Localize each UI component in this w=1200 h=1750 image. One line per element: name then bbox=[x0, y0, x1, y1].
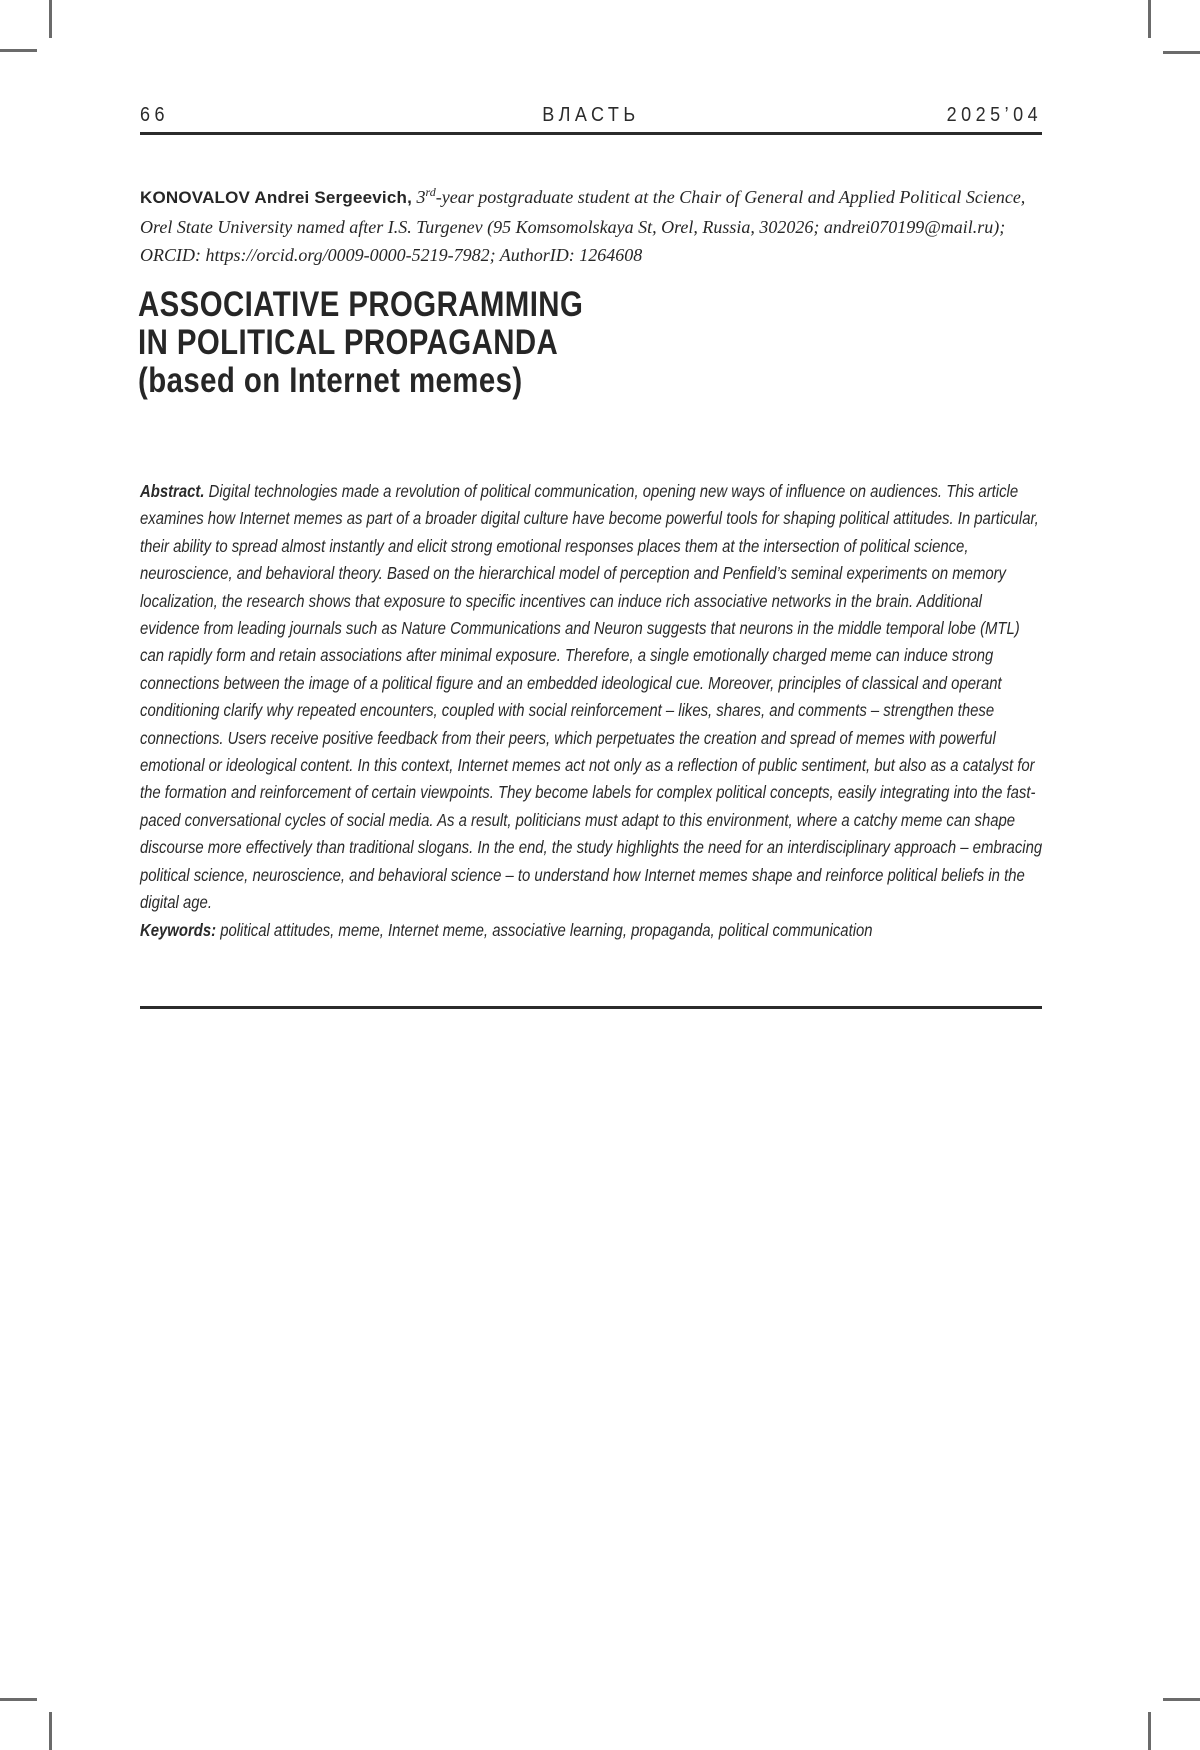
issue-number: 2025’04 bbox=[946, 104, 1042, 126]
section-rule bbox=[140, 1006, 1042, 1009]
author-degree-superscript: rd bbox=[425, 185, 436, 199]
keywords-text: political attitudes, meme, Internet meme, associative learning, propaganda, political communication bbox=[220, 919, 873, 940]
author-name: KONOVALOV Andrei Sergeevich, bbox=[140, 188, 412, 207]
page-number: 66 bbox=[140, 104, 170, 126]
abstract-text: Digital technologies made a revolution of political communication, opening new ways of influence on audiences. This article examines how Internet memes as part of a broader digital culture have become powerful tools for shaping political attitudes. In particular, their ability to spread almost instantly and elicit strong emotional responses places them at the intersection of political science, neuroscience, and behavioral theory. Based on the hierarchical model of perception and Penfield’s seminal experiments on memory localization, the research shows that exposure to specific incentives can induce rich associative networks in the brain. Additional evidence from leading journals such as Nature Communications and Neuron suggests that neurons in the middle temporal lobe (MTL) can rapidly form and retain associations after minimal exposure. Therefore, a single emotionally charged meme can induce strong connections between the image of a political figure and an embedded ideological cue. Moreover, principles of classical and operant conditioning clarify why repeated encounters, coupled with social reinforcement – likes, shares, and comments – strengthen these connections. Users receive positive feedback from their peers, which perpetuates the creation and spread of memes with powerful emotional or ideological content. In this context, Internet memes act not only as a reflection of public sentiment, but also as a catalyst for the formation and reinforcement of certain viewpoints. They become labels for complex political concepts, easily integrating into the fast-paced conversational cycles of social media. As a result, politicians must adapt to this environment, where a catchy meme can shape discourse more effectively than traditional slogans. In the end, the study highlights the need for an interdisciplinary approach – embracing political science, neuroscience, and behavioral science – to understand how Internet memes shape and reinforce political beliefs in the digital age. bbox=[140, 481, 1043, 913]
keywords-label: Keywords: bbox=[140, 919, 217, 940]
crop-mark-top-right-horizontal bbox=[1163, 51, 1200, 54]
author-degree-number: 3 bbox=[416, 187, 426, 207]
running-header bbox=[140, 104, 1042, 130]
author-affiliation: -year postgraduate student at the Chair of General and Applied Political Science, Orel State University named after I.S. Turgenev (95 Komsomolskaya St, Orel, Russia, 302026; andrei070199@mail.ru); ORCID: https://orcid.org/0009-0000-5219-7982; AuthorID: 1264608 bbox=[140, 187, 1026, 265]
abstract-section bbox=[140, 478, 1043, 944]
crop-mark-top-left-horizontal bbox=[0, 49, 37, 52]
article-title-line-2: IN POLITICAL PROPAGANDA bbox=[138, 323, 559, 362]
author-block bbox=[140, 183, 1048, 270]
crop-mark-bottom-right-vertical bbox=[1148, 1712, 1151, 1750]
abstract-label: Abstract. bbox=[140, 481, 205, 501]
journal-title: ВЛАСТЬ bbox=[542, 104, 640, 126]
header-rule bbox=[140, 132, 1042, 135]
crop-mark-bottom-left-vertical bbox=[49, 1712, 52, 1750]
crop-mark-top-left-vertical bbox=[49, 0, 52, 38]
crop-mark-bottom-left-horizontal bbox=[0, 1698, 37, 1701]
crop-mark-top-right-vertical bbox=[1148, 0, 1151, 38]
keywords-paragraph bbox=[140, 917, 1043, 944]
article-title-line-3: (based on Internet memes) bbox=[138, 361, 523, 400]
article-title-line-1: ASSOCIATIVE PROGRAMMING bbox=[138, 285, 584, 324]
abstract-paragraph bbox=[140, 478, 1043, 917]
crop-mark-bottom-right-horizontal bbox=[1163, 1698, 1200, 1701]
article-title bbox=[138, 286, 583, 400]
